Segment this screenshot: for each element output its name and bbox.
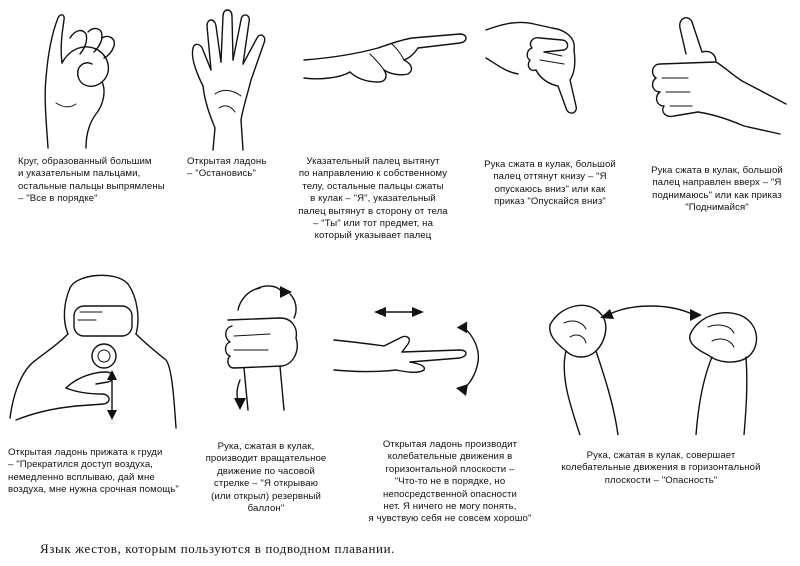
pointing-finger-hand-icon (300, 20, 470, 90)
fist-danger-oscillation-icon (530, 285, 780, 435)
caption-thumb-up (638, 165, 796, 215)
caption-line: воздуха, мне нужна срочная помощь" (8, 484, 179, 496)
fist-rotation-icon (220, 280, 320, 415)
caption-line: Рука, сжатая в кулак, (217, 441, 315, 452)
caption-line: нет. Я ничего не могу понять, (383, 501, 517, 513)
thumb-up-hand-icon (640, 8, 790, 138)
caption-reserve-tank (200, 441, 332, 515)
caption-line: остальные пальцы выпрямлены (18, 180, 165, 192)
caption-line: – "Ты" или тот предмет, на (312, 218, 434, 230)
caption-line: колебательные движения в (387, 451, 513, 463)
caption-line: Указательный палец вытянут (306, 156, 440, 167)
caption-line: – "Остановись" (187, 168, 256, 180)
caption-pointing (284, 156, 462, 243)
caption-line: Открытая ладонь прижата к груди (8, 447, 163, 458)
caption-line: непосредственной опасности (383, 488, 517, 500)
caption-line: колебательные движения в горизонтальной (561, 462, 761, 474)
ok-sign-hand-icon (30, 8, 140, 153)
figure-caption: Язык жестов, которым пользуются в подводном плавании. (40, 541, 396, 556)
caption-something-wrong (360, 439, 540, 526)
caption-line: "Что-то не в порядке, но (394, 476, 506, 488)
caption-line: я чувствую себя не совсем хорошо" (368, 513, 532, 525)
caption-line: Рука сжата в кулак, большой (651, 165, 783, 176)
caption-line: "Поднимайся" (685, 202, 749, 214)
open-palm-hand-icon (185, 8, 285, 153)
caption-line: в кулак – "Я", указательный (310, 193, 436, 205)
caption-out-of-air (8, 447, 179, 497)
caption-line: и указательным пальцами, (18, 168, 141, 180)
caption-line: баллон" (247, 503, 285, 515)
caption-line: производит вращательное (205, 453, 327, 465)
caption-ok-sign (18, 156, 165, 206)
caption-line: движение по часовой (217, 465, 315, 477)
caption-line: Рука, сжатая в кулак, совершает (586, 450, 736, 461)
caption-line: поднимаюсь" или как приказ (652, 189, 782, 201)
caption-line: Круг, образованный большим (18, 156, 152, 167)
caption-line: стрелке – "Я открываю (213, 478, 318, 490)
caption-line: – "Все в порядке" (18, 193, 98, 205)
caption-line: который указывает палец (314, 230, 432, 242)
caption-line: – "Прекратился доступ воздуха, (8, 459, 154, 471)
caption-line: палец вытянут в сторону от тела (298, 205, 448, 217)
thumb-down-hand-icon (482, 8, 592, 118)
caption-thumb-down (470, 159, 630, 209)
caption-line: палец оттянут книзу – "Я (493, 171, 607, 183)
caption-line: немедленно всплываю, дай мне (8, 471, 155, 483)
caption-line: опускаюсь вниз" или как (494, 183, 606, 195)
caption-line: Рука сжата в кулак, большой (484, 159, 616, 170)
caption-line: Открытая ладонь производит (382, 439, 518, 450)
caption-line: по направлению к собственному (298, 168, 448, 180)
caption-line: плоскости – "Опасность" (604, 474, 718, 486)
palm-oscillation-icon (330, 300, 490, 400)
caption-stop (187, 156, 266, 181)
diver-palm-chest-icon (6, 268, 181, 438)
caption-line: Открытая ладонь (187, 156, 267, 167)
caption-danger (548, 450, 774, 487)
caption-line: горизонтальной плоскости – (385, 463, 515, 475)
caption-line: приказ "Опускайся вниз" (494, 196, 606, 208)
caption-line: (или открыл) резервный (211, 490, 321, 502)
caption-line: палец направлен вверх – "Я (652, 177, 782, 189)
caption-line: телу, остальные пальцы сжаты (302, 180, 444, 192)
